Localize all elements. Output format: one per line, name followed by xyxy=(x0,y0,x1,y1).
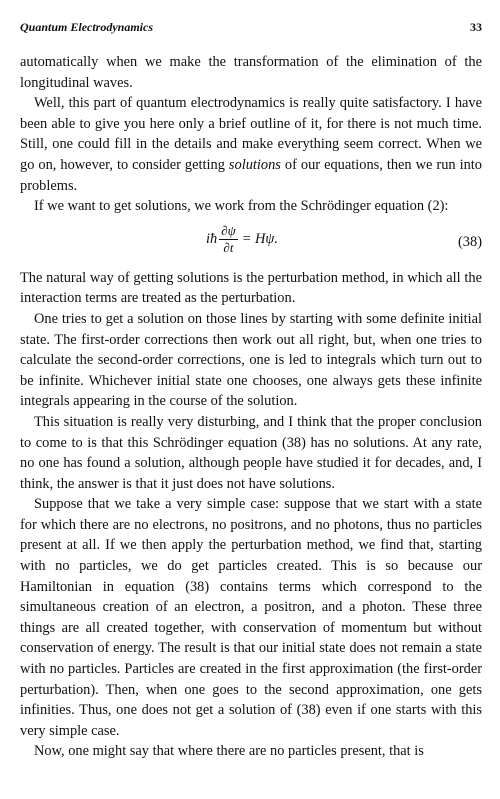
paragraph-2-text-a: Well, this part of quantum electrodynamics is really quite satisfactory. I have been able to give you here only a brief outline of it, for there is not much time. Still, one could fill in the details and make everything seem correct. When we go on, however, to consider getting xyxy=(20,95,482,173)
paragraph-2-emphasis: solutions xyxy=(228,156,281,173)
paragraph-1: automatically when we make the transformation of the elimination of the longitudinal waves. xyxy=(20,54,482,91)
equation-38 xyxy=(20,222,482,262)
body-text xyxy=(20,52,482,762)
paragraph-6: This situation is really very disturbing, and I think that the proper conclusion to come to is that this Schrödinger equation (38) has no solutions. At any rate, no one has found a solution, although people have studied it for decades, and, I think, the answer is that it just does not have solutions. xyxy=(20,413,482,492)
equation-number: (38) xyxy=(458,233,482,250)
equation-numerator: ∂ψ xyxy=(221,222,236,238)
paragraph-2-text-b: of our equations, then we run into problems. xyxy=(20,156,482,194)
paragraph-7: Suppose that we take a very simple case: suppose that we start with a state for which there are no electrons, no positrons, and no photons, thus no particles present at all. If we then apply the perturbation method, we find that, starting with no particles, we do get particles created. This is so because our Hamiltonian in equation (38) contains terms which correspond to the simultaneous creation of an electron, a positron, and a photon. These three things are all created together, with conservation of momentum but without conservation of energy. The result is that our initial state does not remain a state with no particles. Particles are created in the first approximation (the first-order perturbation). Then, when one goes to the second approximation, one gets infinities. Thus, one does not get a solution of (38) even if one starts with this very simple case. xyxy=(20,496,482,739)
page-number: 33 xyxy=(470,20,482,34)
equation-prefix: iħ xyxy=(206,231,218,248)
equation-rhs: = Hψ. xyxy=(241,231,278,248)
paragraph-5: One tries to get a solution on those lines by starting with some definite initial state. The first-order corrections then work out all right, but, when one tries to calculate the second-order corrections, one is led to integrals which turn out to be infinite. Whichever initial state one chooses, one always gets these infinite integrals appearing in the course of the solution. xyxy=(20,310,482,410)
paragraph-8: Now, one might say that where there are no particles present, that is xyxy=(34,743,424,760)
paragraph-3: If we want to get solutions, we work from the Schrödinger equation (2): xyxy=(34,198,449,215)
chapter-title: Quantum Electrodynamics xyxy=(20,20,154,34)
equation-body xyxy=(206,224,278,255)
paragraph-2 xyxy=(20,93,482,196)
equation-fraction xyxy=(219,224,238,255)
equation-denominator: ∂t xyxy=(223,239,234,255)
paragraph-4: The natural way of getting solutions is the perturbation method, in which all the interaction terms are treated as the perturbation. xyxy=(20,269,482,307)
running-head xyxy=(20,20,482,36)
